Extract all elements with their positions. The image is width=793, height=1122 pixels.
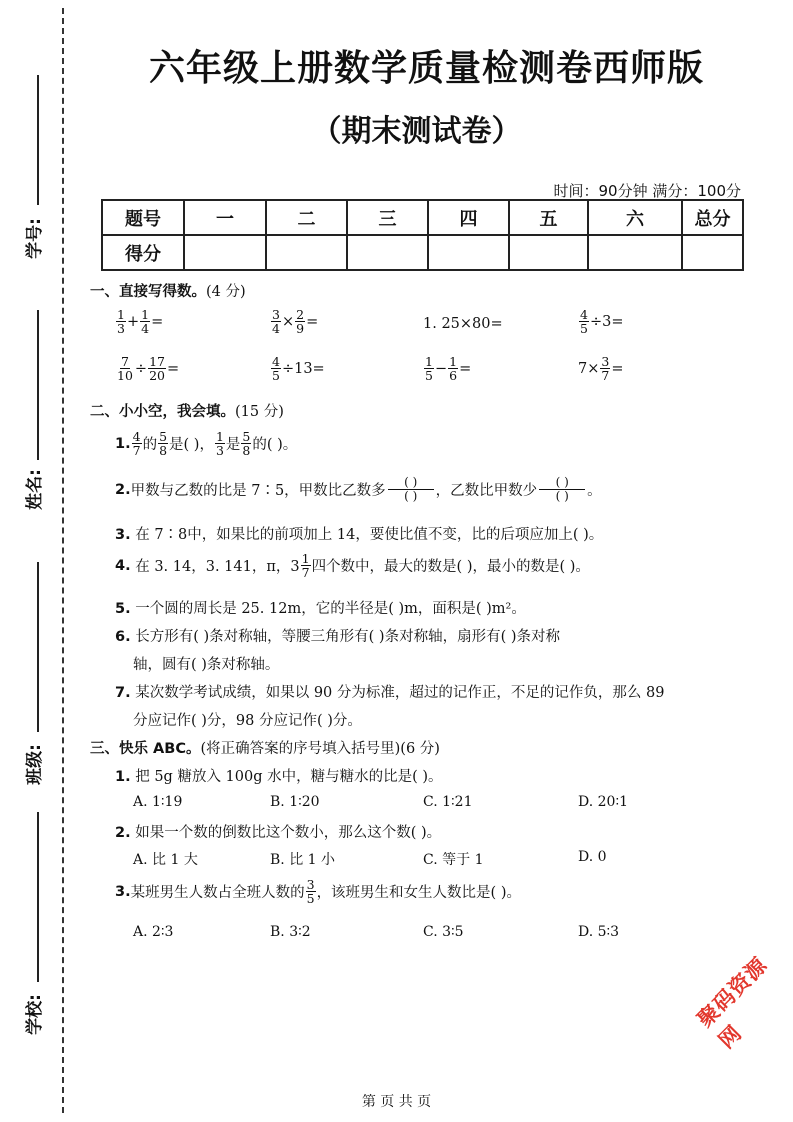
header-cell: 六 — [588, 200, 682, 235]
option-a[interactable]: A. 比 1 大 — [133, 852, 198, 868]
page-title: 六年级上册数学质量检测卷西师版 — [148, 48, 704, 89]
expression-lead: 7× — [578, 360, 600, 377]
option-a[interactable]: A. 2∶3 — [133, 924, 174, 940]
question-number: 5. — [115, 601, 131, 617]
calc-item-f — [270, 355, 325, 382]
expression-tail: ÷3= — [589, 313, 624, 330]
question-number: 2. — [115, 825, 131, 841]
question-number: 3. — [115, 527, 131, 543]
fraction: $\frac{3}{5}$ — [306, 877, 315, 906]
calc-item-h — [578, 355, 623, 382]
header-cell: 五 — [509, 200, 588, 235]
question-text: 是 — [225, 437, 241, 453]
section1-title: 一、直接写得数。 — [90, 284, 206, 300]
header-cell: 总分 — [682, 200, 743, 235]
section3-heading — [90, 737, 440, 758]
score-cell[interactable] — [266, 235, 347, 270]
question-3-3 — [115, 878, 521, 905]
fraction: $\frac{1}{3}$ — [215, 429, 224, 458]
page-footer: 第 页 共 页 — [361, 1094, 432, 1110]
equals: = — [459, 360, 472, 377]
question-text: 的( )。 — [252, 437, 298, 453]
question-number: 4. — [115, 557, 131, 574]
calc-item-a — [115, 308, 163, 335]
row-label: 得分 — [102, 235, 184, 270]
score-cell[interactable] — [588, 235, 682, 270]
question-2-2 — [115, 476, 602, 503]
operator: ÷ — [134, 360, 148, 377]
header-cell: 二 — [266, 200, 347, 235]
expression-tail: ÷13= — [281, 360, 325, 377]
question-2-7-cont — [133, 709, 362, 730]
question-2-7 — [115, 681, 664, 702]
equals: = — [166, 360, 180, 377]
header-cell: 三 — [347, 200, 428, 235]
binding-dashed-line — [62, 8, 64, 1113]
question-text: 分应记作( )分，98 分应记作( )分。 — [133, 713, 362, 729]
fraction: $\frac{17}{20}$ — [149, 354, 165, 383]
question-text: 某班男生人数占全班人数的 — [130, 885, 305, 901]
fraction: $\frac{1}{6}$ — [449, 354, 458, 383]
page-subtitle: （期末测试卷） — [311, 114, 522, 149]
option-b[interactable]: B. 1∶20 — [270, 794, 320, 810]
option-a[interactable]: A. 1∶19 — [133, 794, 183, 810]
fraction: $\frac{5}{8}$ — [159, 429, 168, 458]
section1-heading — [90, 280, 246, 301]
question-3-1 — [115, 765, 443, 786]
fraction: $\frac{1}{5}$ — [425, 354, 433, 383]
name-line — [37, 310, 39, 460]
class-label: 班级: — [24, 744, 45, 785]
school-label: 学校: — [24, 994, 45, 1035]
score-table-header-row — [102, 200, 743, 235]
question-2-5 — [115, 597, 526, 618]
time-info: 时间：90分钟 满分：100分 — [553, 182, 741, 200]
question-number: 6. — [115, 629, 131, 645]
calc-item-g — [423, 355, 471, 382]
fraction: $\frac{4}{5}$ — [580, 307, 588, 336]
blank-fraction[interactable]: $\frac{( )}{( )}$ — [539, 476, 585, 503]
header-cell: 题号 — [102, 200, 184, 235]
option-d[interactable]: D. 5∶3 — [578, 924, 620, 940]
question-number: 1. — [115, 435, 131, 452]
school-line — [37, 812, 39, 982]
option-c[interactable]: C. 1∶21 — [423, 794, 473, 810]
question-number: 7. — [115, 685, 131, 701]
fraction: $\frac{1}{7}$ — [301, 551, 310, 580]
fraction: $\frac{5}{8}$ — [242, 429, 251, 458]
question-text: 在 3. 14，3. 141，π，3 — [135, 559, 300, 575]
section3-note: (将正确答案的序号填入括号里)(6 分) — [200, 741, 440, 757]
watermark-logo: 聚码资源网 — [692, 952, 773, 1054]
question-number: 2. — [115, 481, 131, 498]
operator: + — [126, 313, 140, 330]
score-cell[interactable] — [509, 235, 588, 270]
fraction: $\frac{1}{3}$ — [117, 307, 125, 336]
question-text: 长方形有( )条对称轴，等腰三角形有( )条对称轴，扇形有( )条对称 — [135, 629, 560, 645]
question-text: 一个圆的周长是 25. 12m，它的半径是( )m，面积是( )m²。 — [135, 601, 526, 617]
section2-title: 二、小小空，我会填。 — [90, 404, 235, 420]
calc-item-b — [270, 308, 318, 335]
header-cell: 四 — [428, 200, 509, 235]
header-cell: 一 — [184, 200, 266, 235]
section1-points: (4 分) — [206, 284, 246, 300]
equals: = — [611, 360, 624, 377]
option-b[interactable]: B. 3∶2 — [270, 924, 311, 940]
calc-item-d — [578, 308, 623, 335]
fraction: $\frac{4}{7}$ — [132, 429, 141, 458]
question-text: 在 7∶8中，如果比的前项加上 14，要使比值不变，比的后项应加上( )。 — [135, 527, 604, 543]
question-number: 1. — [115, 769, 131, 785]
expression: 1. 25×80= — [423, 316, 503, 332]
question-number: 3. — [115, 883, 131, 900]
equals: = — [151, 313, 164, 330]
question-2-1 — [115, 430, 297, 457]
question-text: 轴，圆有( )条对称轴。 — [133, 657, 280, 673]
score-cell[interactable] — [682, 235, 743, 270]
question-text: 某次数学考试成绩，如果以 90 分为标准，超过的记作正，不足的记作负，那么 89 — [135, 685, 665, 701]
fraction: $\frac{3}{7}$ — [601, 354, 610, 383]
fraction: $\frac{7}{10}$ — [117, 354, 133, 383]
section2-points: (15 分) — [235, 404, 284, 420]
question-2-6-cont — [133, 653, 279, 674]
option-b[interactable]: B. 比 1 小 — [270, 852, 335, 868]
section2-heading — [90, 400, 284, 421]
question-text: 是( )， — [169, 437, 214, 453]
question-3-2 — [115, 821, 441, 842]
option-c[interactable]: C. 等于 1 — [423, 852, 484, 868]
question-2-3 — [115, 523, 603, 544]
equals: = — [306, 313, 319, 330]
section3-title: 三、快乐 ABC。 — [90, 741, 201, 757]
option-d[interactable]: D. 20∶1 — [578, 794, 628, 810]
question-text: 的 — [142, 437, 158, 453]
student-id-label: 学号: — [24, 218, 45, 259]
question-text: 如果一个数的倒数比这个数小，那么这个数( )。 — [135, 825, 442, 841]
score-table — [101, 199, 744, 271]
fraction: $\frac{4}{5}$ — [272, 354, 280, 383]
class-line — [37, 562, 39, 732]
fraction: $\frac{2}{9}$ — [296, 307, 305, 336]
operator: − — [434, 360, 448, 377]
question-text: 把 5g 糖放入 100g 水中，糖与糖水的比是( )。 — [135, 769, 443, 785]
question-text: 四个数中，最大的数是( )，最小的数是( )。 — [311, 559, 590, 575]
question-text: ，该班男生和女生人数比是( )。 — [316, 885, 521, 901]
question-2-6 — [115, 625, 560, 646]
calc-item-e — [115, 355, 179, 382]
question-2-4 — [115, 552, 590, 579]
score-table-score-row — [102, 235, 743, 270]
question-text: 甲数与乙数的比是 7∶5，甲数比乙数多 — [130, 483, 386, 499]
score-cell[interactable] — [184, 235, 266, 270]
option-c[interactable]: C. 3∶5 — [423, 924, 464, 940]
calc-item-c — [423, 316, 503, 332]
score-cell[interactable] — [428, 235, 509, 270]
question-text: 。 — [587, 483, 602, 499]
fraction: $\frac{3}{4}$ — [272, 307, 280, 336]
fraction: $\frac{1}{4}$ — [141, 307, 150, 336]
blank-fraction[interactable]: $\frac{( )}{( )}$ — [388, 476, 434, 503]
score-cell[interactable] — [347, 235, 428, 270]
name-label: 姓名: — [24, 469, 45, 510]
operator: × — [281, 313, 295, 330]
option-d[interactable]: D. 0 — [578, 849, 607, 865]
question-text: ，乙数比甲数少 — [435, 483, 538, 499]
